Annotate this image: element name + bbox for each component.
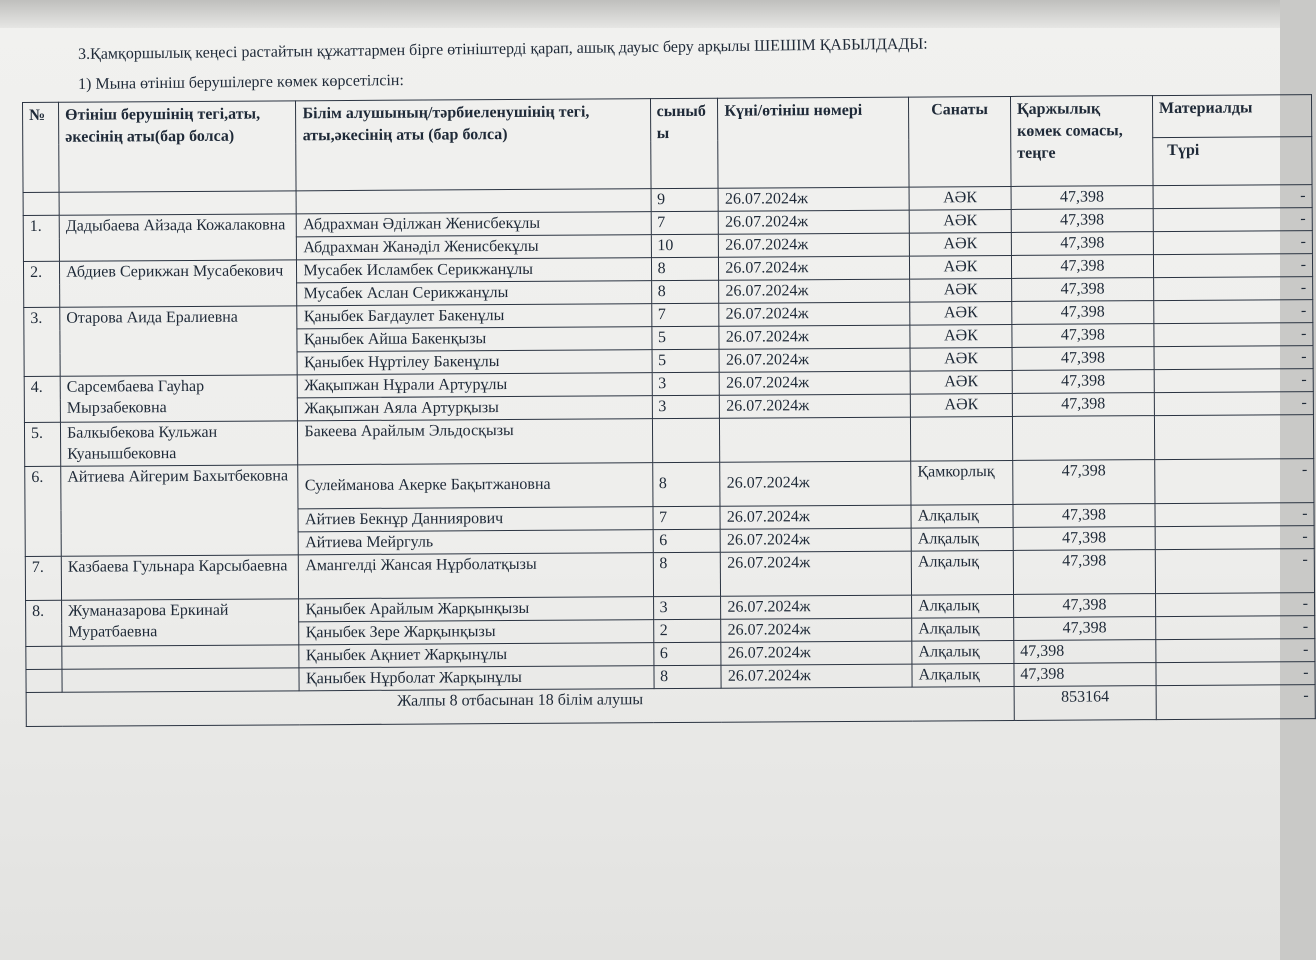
cell-amount: 47,398 xyxy=(1013,460,1155,505)
assistance-table xyxy=(22,94,1316,727)
cell-applicant: Сарсембаева Гауһар Мырзабековна xyxy=(60,375,298,422)
cell-amount: 47,398 xyxy=(1011,209,1153,233)
cell-num: 2. xyxy=(23,261,59,307)
cell-category xyxy=(911,416,1013,461)
col-header-material: Материалды xyxy=(1152,95,1311,138)
cell-material: - xyxy=(1155,503,1314,527)
cell-grade: 5 xyxy=(651,326,719,349)
total-label: Жалпы 8 отбасынан 18 білім алушы xyxy=(26,686,1014,726)
cell-applicant: Жуманазарова Еркинай Муратбаевна xyxy=(62,599,300,646)
cell-category: Алқалық xyxy=(912,594,1014,618)
col-header-applicant: Өтініш берушінің тегі,аты, әкесінің аты(бар болса) xyxy=(59,101,297,192)
cell-grade: 3 xyxy=(652,395,720,418)
col-header-num: № xyxy=(23,102,60,192)
cell-material: - xyxy=(1154,369,1313,393)
cell-applicant: Айтиева Айгерим Бахытбековна xyxy=(61,465,299,556)
cell-grade: 2 xyxy=(653,619,721,642)
cell-num xyxy=(26,646,62,669)
cell-amount: 47,398 xyxy=(1011,186,1153,210)
cell-student: Қаныбек Бағдаулет Бакенұлы xyxy=(297,304,651,329)
cell-category: Алқалық xyxy=(911,550,1013,595)
cell-amount: 47,398 xyxy=(1011,278,1153,302)
cell-amount: 47,398 xyxy=(1014,640,1156,664)
cell-material: - xyxy=(1155,549,1314,594)
cell-date: 26.07.2024ж xyxy=(719,233,910,257)
cell-grade: 6 xyxy=(653,642,721,665)
cell-material: - xyxy=(1154,392,1313,416)
cell-amount: 47,398 xyxy=(1012,347,1154,371)
cell-grade: 8 xyxy=(651,280,719,303)
col-header-date: Күні/өтініш нөмері xyxy=(718,97,909,188)
cell-grade: 8 xyxy=(652,462,720,506)
cell-grade: 9 xyxy=(651,188,719,211)
cell-category: АӘК xyxy=(910,255,1012,279)
cell-date: 26.07.2024ж xyxy=(719,348,910,372)
cell-date: 26.07.2024ж xyxy=(720,371,911,395)
cell-amount: 47,398 xyxy=(1012,370,1154,394)
cell-material: - xyxy=(1154,300,1313,324)
cell-material: - xyxy=(1156,662,1315,686)
cell-category: Алқалық xyxy=(912,617,1014,641)
cell-date: 26.07.2024ж xyxy=(719,210,910,234)
cell-num: 1. xyxy=(23,215,59,261)
cell-material: - xyxy=(1155,593,1314,617)
cell-category: АӘК xyxy=(910,278,1012,302)
cell-date: 26.07.2024ж xyxy=(721,664,912,688)
cell-applicant: Дадыбаева Айзада Кожалаковна xyxy=(59,214,297,261)
cell-material: - xyxy=(1153,231,1312,255)
col-header-amount: Қаржылық көмек сомасы, теңге xyxy=(1010,96,1153,187)
cell-student: Жақыпжан Нұрали Артурұлы xyxy=(298,373,652,398)
cell-student: Бакеева Арайлым Эльдосқызы xyxy=(298,419,652,465)
table-row xyxy=(25,549,1314,601)
cell-amount: 47,398 xyxy=(1013,550,1155,595)
cell-num xyxy=(23,192,59,215)
cell-applicant xyxy=(62,645,300,669)
cell-amount: 47,398 xyxy=(1013,527,1155,551)
cell-grade: 5 xyxy=(652,349,720,372)
cell-category: Алқалық xyxy=(911,527,1013,551)
cell-amount: 47,398 xyxy=(1013,504,1155,528)
cell-amount: 47,398 xyxy=(1012,301,1154,325)
cell-date xyxy=(720,417,911,462)
cell-date: 26.07.2024ж xyxy=(718,187,909,211)
cell-grade: 7 xyxy=(652,506,720,529)
cell-student: Айтиева Мейргуль xyxy=(299,530,653,555)
cell-material: - xyxy=(1153,254,1312,278)
cell-category: Алқалық xyxy=(912,663,1014,687)
decision-heading: 3.Қамқоршылық кеңесі растайтын құжаттармен бірге өтініштерді қарап, ашық дауыс беру арқылы ШЕШІМ ҚАБЫЛДАДЫ: xyxy=(78,35,928,63)
col-header-category: Санаты xyxy=(909,96,1011,187)
cell-grade: 7 xyxy=(651,211,719,234)
cell-num: 8. xyxy=(26,600,62,646)
cell-date: 26.07.2024ж xyxy=(720,505,911,529)
cell-applicant xyxy=(59,191,297,215)
cell-student: Жақыпжан Аяла Артурқызы xyxy=(298,396,652,421)
cell-date: 26.07.2024ж xyxy=(721,551,912,596)
cell-num xyxy=(26,669,62,692)
cell-student: Қаныбек Айша Бакенқызы xyxy=(297,327,651,352)
cell-amount: 47,398 xyxy=(1011,255,1153,279)
cell-student: Қаныбек Зере Жарқынқызы xyxy=(299,620,653,645)
cell-category: АӘК xyxy=(909,209,1011,233)
cell-applicant: Балкыбекова Кульжан Куанышбековна xyxy=(60,421,298,466)
cell-category: Қамкорлық xyxy=(911,460,1013,505)
cell-date: 26.07.2024ж xyxy=(721,618,912,642)
cell-student: Қаныбек Нұрболат Жарқынұлы xyxy=(299,666,653,691)
cell-student: Қаныбек Арайлым Жарқынқызы xyxy=(299,597,653,622)
cell-category: АӘК xyxy=(909,232,1011,256)
cell-num: 7. xyxy=(25,556,61,600)
cell-category: Алқалық xyxy=(912,640,1014,664)
cell-amount: 47,398 xyxy=(1011,232,1153,256)
cell-applicant: Отарова Аида Ералиевна xyxy=(60,306,298,376)
cell-applicant: Казбаева Гульнара Карсыбаевна xyxy=(61,555,299,600)
cell-grade: 3 xyxy=(653,596,721,619)
cell-material: - xyxy=(1155,526,1314,550)
cell-category: АӘК xyxy=(909,186,1011,210)
cell-date: 26.07.2024ж xyxy=(719,302,910,326)
table-row xyxy=(24,415,1313,467)
cell-student: Қаныбек Нұртілеу Бакенұлы xyxy=(297,350,651,375)
cell-amount: 47,398 xyxy=(1014,663,1156,687)
cell-grade: 8 xyxy=(653,552,721,596)
col-header-grade: сыныбы xyxy=(650,98,718,188)
cell-student: Қаныбек Ақниет Жарқынұлы xyxy=(299,643,653,668)
cell-num: 6. xyxy=(25,466,62,556)
total-amount: 853164 xyxy=(1014,686,1156,721)
cell-date: 26.07.2024ж xyxy=(720,394,911,418)
cell-category: Алқалық xyxy=(911,504,1013,528)
cell-num: 3. xyxy=(24,307,60,376)
cell-num: 4. xyxy=(24,376,60,422)
cell-applicant xyxy=(62,668,300,692)
cell-student: Абдрахман Жанәділ Женисбекұлы xyxy=(297,235,651,260)
cell-date: 26.07.2024ж xyxy=(720,461,911,506)
cell-student xyxy=(297,189,651,214)
cell-material: - xyxy=(1154,277,1313,301)
cell-category: АӘК xyxy=(910,393,1012,417)
cell-material: - xyxy=(1154,346,1313,370)
cell-num: 5. xyxy=(24,422,60,466)
cell-grade: 7 xyxy=(651,303,719,326)
cell-category: АӘК xyxy=(910,301,1012,325)
cell-grade: 8 xyxy=(651,257,719,280)
cell-category: АӘК xyxy=(910,347,1012,371)
cell-student: Айтиев Бекнұр Данниярович xyxy=(298,507,652,532)
cell-grade xyxy=(652,418,720,462)
cell-applicant: Абдиев Серикжан Мусабекович xyxy=(60,260,298,307)
cell-material: - xyxy=(1155,459,1314,504)
col-header-material-type: Түрі xyxy=(1153,137,1312,186)
cell-grade: 3 xyxy=(652,372,720,395)
cell-amount xyxy=(1012,416,1154,461)
cell-grade: 8 xyxy=(653,665,721,688)
cell-amount: 47,398 xyxy=(1014,617,1156,641)
cell-student: Сулейманова Акерке Бақытжановна xyxy=(298,463,652,509)
cell-material: - xyxy=(1154,323,1313,347)
table-total-row xyxy=(26,685,1315,727)
total-material: - xyxy=(1156,685,1315,720)
cell-date: 26.07.2024ж xyxy=(719,279,910,303)
cell-date: 26.07.2024ж xyxy=(720,528,911,552)
cell-student: Мусабек Исламбек Серикжанұлы xyxy=(297,258,651,283)
cell-category: АӘК xyxy=(910,370,1012,394)
cell-material: - xyxy=(1156,616,1315,640)
cell-grade: 6 xyxy=(653,529,721,552)
cell-date: 26.07.2024ж xyxy=(719,325,910,349)
decision-subheading: 1) Мына өтініш берушілерге көмек көрсетілсін: xyxy=(78,72,404,93)
cell-student: Амангелді Жансая Нұрболатқызы xyxy=(299,553,653,599)
cell-date: 26.07.2024ж xyxy=(721,595,912,619)
cell-amount: 47,398 xyxy=(1012,393,1154,417)
cell-material: - xyxy=(1156,639,1315,663)
table-row xyxy=(25,459,1314,511)
cell-date: 26.07.2024ж xyxy=(719,256,910,280)
cell-category: АӘК xyxy=(910,324,1012,348)
cell-student: Мусабек Аслан Серикжанұлы xyxy=(297,281,651,306)
cell-grade: 10 xyxy=(651,234,719,257)
cell-material xyxy=(1154,415,1313,460)
cell-material: - xyxy=(1153,185,1312,209)
cell-date: 26.07.2024ж xyxy=(721,641,912,665)
cell-amount: 47,398 xyxy=(1013,594,1155,618)
cell-student: Абдрахман Әділжан Женисбекұлы xyxy=(297,212,651,237)
cell-amount: 47,398 xyxy=(1012,324,1154,348)
col-header-student: Білім алушының/тәрбиеленушінің тегі, аты,әкесінің аты (бар болса) xyxy=(296,99,651,191)
page-top-shadow xyxy=(0,0,1280,28)
cell-material: - xyxy=(1153,208,1312,232)
